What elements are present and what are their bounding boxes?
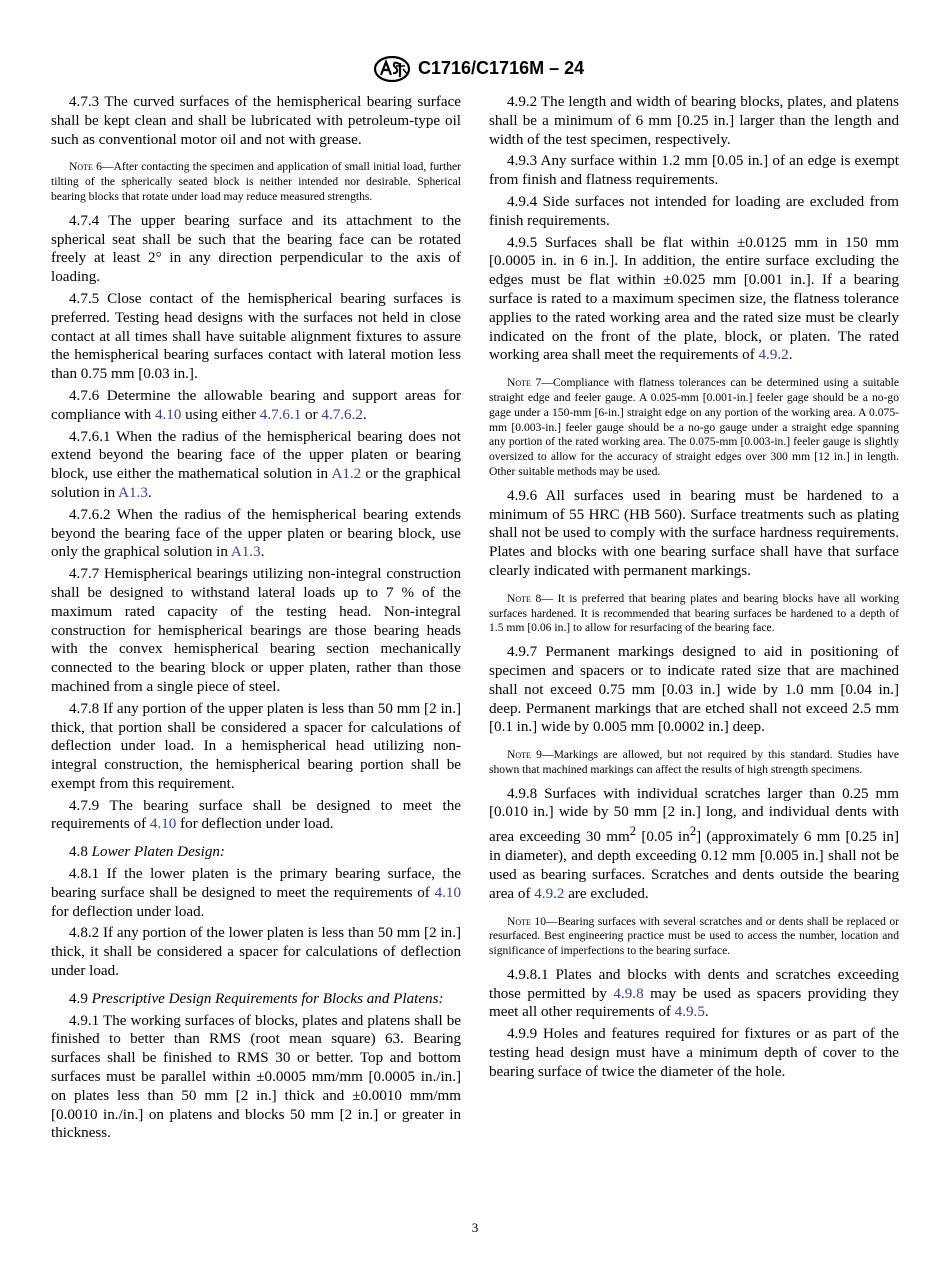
paragraph-4-9-7: 4.9.7 Permanent markings designed to aid in positioning of specimen and spacers or to indicate rated size that are machined shall not exceed 0.75 mm [0.03 in.] wide by 1.0 mm [0.04 in.] deep. Permanent markings that are etched shall not exceed 2.5 mm [0.1 in.] wide by 0.005 mm [0.0002 in.] deep. — [489, 644, 899, 736]
note-label: Note 8 — [507, 591, 542, 605]
link-4-9-5[interactable]: 4.9.5 — [674, 1004, 705, 1021]
note-text: —Markings are allowed, but not required by this standard. Studies have shown that machined markings can affect the results of high strength specimens. — [489, 748, 899, 776]
paragraph-4-7-4: 4.7.4 The upper bearing surface and its attachment to the spherical seat shall be such that the bearing face can be rotated freely at least 2° in any direction perpendicular to the axis of loading. — [51, 212, 461, 286]
paragraph-text: using either — [181, 406, 260, 423]
paragraph-text: . — [147, 484, 152, 501]
paragraph-text: . — [788, 347, 793, 364]
paragraph-4-7-5: 4.7.5 Close contact of the hemispherical bearing surfaces is preferred. Testing head designs with the surfaces not held in close contact at all times shall have suitable alignment fixtures to assure the hemispherical bearing surfaces contact with lateral motion less than 0.75 mm [0.03 in.]. — [51, 290, 461, 383]
paragraph-text: 4.9.8.1 Plates and blocks with dents and scratches exceeding those permitted by — [489, 966, 899, 1002]
paragraph-text: or — [301, 406, 322, 423]
note-9 — [489, 748, 899, 778]
document-designation: C1716/C1716M – 24 — [418, 58, 585, 78]
paragraph-text: for deflection under load. — [51, 903, 205, 920]
paragraph-4-7-6 — [51, 387, 461, 425]
paragraph-4-8-1 — [51, 865, 461, 921]
superscript: 2 — [629, 824, 637, 839]
section-title: Prescriptive Design Requirements for Blocks and Platens: — [91, 990, 444, 1007]
section-number: 4.8 — [69, 844, 92, 861]
right-column — [489, 93, 899, 1085]
paragraph-text: for deflection under load. — [176, 816, 334, 833]
note-label: Note 6 — [69, 160, 102, 174]
paragraph-4-9-4: 4.9.4 Side surfaces not intended for loading are excluded from finish requirements. — [489, 193, 899, 229]
paragraph-text: ] (approximately 6 mm [0.25 in] in diameter), and depth exceeding 0.12 mm [0.005 in.] shall not be used as bearing surfaces. Scratches and dents outside the bearing area of — [489, 829, 900, 902]
link-a1-2[interactable]: A1.2 — [331, 466, 362, 483]
paragraph-4-9-9: 4.9.9 Holes and features required for fixtures or as part of the testing head design must have a minimum depth of cover to the bearing surface of twice the diameter of the hole. — [489, 1026, 899, 1080]
paragraph-4-9-1: 4.9.1 The working surfaces of blocks, plates and platens shall be finished to better than RMS (root mean square) 63. Bearing surfaces shall be finished to RMS 30 or better. Top and bottom surfaces must be parallel within ±0.0005 mm/mm [0.0005 in./in.] on plates less than 50 mm [2 in.] thick and ±0.0010 mm/mm [0.0010 in./in.] on platens and blocks 50 mm [2 in.] or greater in thickness. — [51, 1012, 461, 1142]
paragraph-text: . — [260, 544, 265, 561]
link-4-9-8[interactable]: 4.9.8 — [613, 985, 644, 1002]
paragraph-text: 4.8.1 If the lower platen is the primary bearing surface, the bearing surface shall be designed to meet the requirements of — [51, 866, 461, 901]
link-4-10[interactable]: 4.10 — [149, 816, 177, 833]
paragraph-4-9-8-1 — [489, 966, 899, 1022]
paragraph-text: . — [362, 406, 367, 423]
paragraph-text: may be used as spacers providing they meet all other requirements of — [489, 985, 899, 1021]
paragraph-text: 4.7.9 The bearing surface shall be designed to meet the requirements of — [51, 797, 461, 833]
note-text: — It is preferred that bearing plates and bearing blocks have all working surfaces hardened. It is recommended that bearing surfaces be hardened to a depth of 1.5 mm [0.06 in.] to allow for resurfacing of the bearing face. — [489, 591, 899, 635]
link-4-7-6-1[interactable]: 4.7.6.1 — [259, 406, 302, 423]
note-10 — [489, 915, 899, 959]
paragraph-text: . — [704, 1004, 709, 1021]
note-text: —After contacting the specimen and application of small initial load, further tilting of the spherically seated block is neither intended nor desirable. Spherical bearing blocks that rotate under load may reduce measured strengths. — [51, 160, 461, 203]
section-4-8-heading — [51, 843, 461, 862]
superscript: 2 — [689, 824, 697, 839]
paragraph-4-8-2: 4.8.2 If any portion of the lower platen is less than 50 mm [2 in.] thick, it shall be considered a spacer for calculations of deflection under load. — [51, 925, 461, 980]
paragraph-text: 4.7.6 Determine the allowable bearing and support areas for compliance with — [51, 387, 461, 423]
paragraph-4-9-5 — [489, 234, 899, 366]
paragraph-4-7-9 — [51, 797, 461, 835]
link-4-9-2[interactable]: 4.9.2 — [758, 347, 789, 364]
page-header — [0, 56, 950, 86]
section-title: Lower Platen Design: — [91, 844, 225, 861]
note-6 — [51, 160, 461, 204]
note-8 — [489, 592, 899, 636]
link-4-10[interactable]: 4.10 — [154, 406, 182, 423]
link-a1-3[interactable]: A1.3 — [230, 544, 261, 561]
paragraph-4-9-2: 4.9.2 The length and width of bearing blocks, plates, and platens shall be a minimum of 6 mm [0.25 in.] larger than the length and width of the test specimen, respectively. — [489, 94, 899, 148]
paragraph-4-7-3: 4.7.3 The curved surfaces of the hemispherical bearing surface shall be kept clean and shall be lubricated with petroleum-type oil such as conventional motor oil and not with grease. — [51, 94, 461, 148]
left-column — [51, 93, 461, 1146]
link-4-10[interactable]: 4.10 — [434, 884, 461, 901]
astm-logo-icon — [372, 56, 412, 82]
paragraph-text: are excluded. — [564, 885, 649, 902]
section-number: 4.9 — [69, 990, 92, 1007]
page-number: 3 — [471, 1220, 479, 1235]
paragraph-text: 4.7.6.1 When the radius of the hemispherical bearing does not extend beyond the bearing face of the upper platen or bearing block, use either the mathematical solution in — [51, 428, 461, 483]
paragraph-4-7-7: 4.7.7 Hemispherical bearings utilizing non-integral construction shall be designed to withstand lateral loads up to 7 % of the maximum rated capacity of the testing head. Non-integral construction for hemispherical bearings are those bearing heads with the convex hemispherical bearing section mechanically connected to the bearing block or upper platen, rather than those machined from a single piece of steel. — [51, 566, 461, 695]
link-4-9-2[interactable]: 4.9.2 — [534, 885, 565, 902]
note-7 — [489, 376, 899, 480]
paragraph-text: or the graphical solution in — [51, 466, 461, 501]
paragraph-text: [0.05 in — [636, 829, 690, 846]
note-text: —Bearing surfaces with several scratches and or dents shall be replaced or resurfaced. Best engineering practice must be used to access the number, location and significance of imperfections to the bearing surface. — [489, 914, 899, 958]
paragraph-4-9-8 — [489, 785, 899, 904]
paragraph-text: 4.7.6.2 When the radius of the hemispherical bearing extends beyond the bearing face of the upper platen or bearing block, use only the graphical solution in — [51, 506, 461, 561]
paragraph-text: 4.9.5 Surfaces shall be flat within ±0.0125 mm in 150 mm [0.0005 in. in 6 in.]. In addition, the entire surface excluding the edges must be flat within ±0.025 mm [0.001 in.]. If a bearing surface is rated to a maximum specimen size, the flatness tolerance applies to the rated working area and the rated size must be clearly indicated on the front of the plate, block, or platen. The rated working area shall meet the requirements of — [489, 234, 899, 364]
note-label: Note 9 — [507, 748, 542, 762]
link-a1-3[interactable]: A1.3 — [118, 484, 148, 501]
section-4-9-heading — [51, 990, 461, 1009]
paragraph-4-7-6-1 — [51, 428, 461, 503]
paragraph-4-7-8: 4.7.8 If any portion of the upper platen is less than 50 mm [2 in.] thick, that portion shall be considered a spacer for calculations of deflection under load. In a hemispherical head utilizing non-integral construction, the hemispherical bearing portion shall be exempt from this requirement. — [51, 700, 461, 792]
note-label: Note 10 — [507, 914, 546, 928]
note-text: —Compliance with flatness tolerances can be determined using a suitable straight edge and feeler gauge. A 0.025-mm [0.001-in.] feeler gage should be a no-go gage under a 150-mm [6-in.] straight edge on any portion of the working area. A 0.075-mm [0.003-in.] feeler gauge should be a no-go gauge under a straight edge spanning any portion of the rated working area. The 0.075-mm [0.003-in.] feeler gauge is slightly oversized to allow for the accuracy of straight edges over 300 mm [12 in.] in length. Other suitable methods may be used. — [489, 376, 900, 478]
paragraph-4-7-6-2 — [51, 506, 461, 562]
paragraph-4-9-3: 4.9.3 Any surface within 1.2 mm [0.05 in.] of an edge is exempt from finish and flatness requirements. — [489, 153, 899, 189]
paragraph-4-9-6: 4.9.6 All surfaces used in bearing must be hardened to a minimum of 55 HRC (HB 560). Surface treatments such as plating shall not be used to comply with the surface hardness requirements. Plates and blocks with one bearing surface shall have that surface clearly indicated with permanent markings. — [489, 487, 899, 579]
paragraph-text: 4.9.8 Surfaces with individual scratches larger than 0.25 mm [0.010 in.] wide by 50 mm [2 in.] long, and individual dents with area exceeding 30 mm — [489, 785, 899, 846]
link-4-7-6-2[interactable]: 4.7.6.2 — [321, 406, 363, 423]
note-label: Note 7 — [507, 376, 542, 390]
